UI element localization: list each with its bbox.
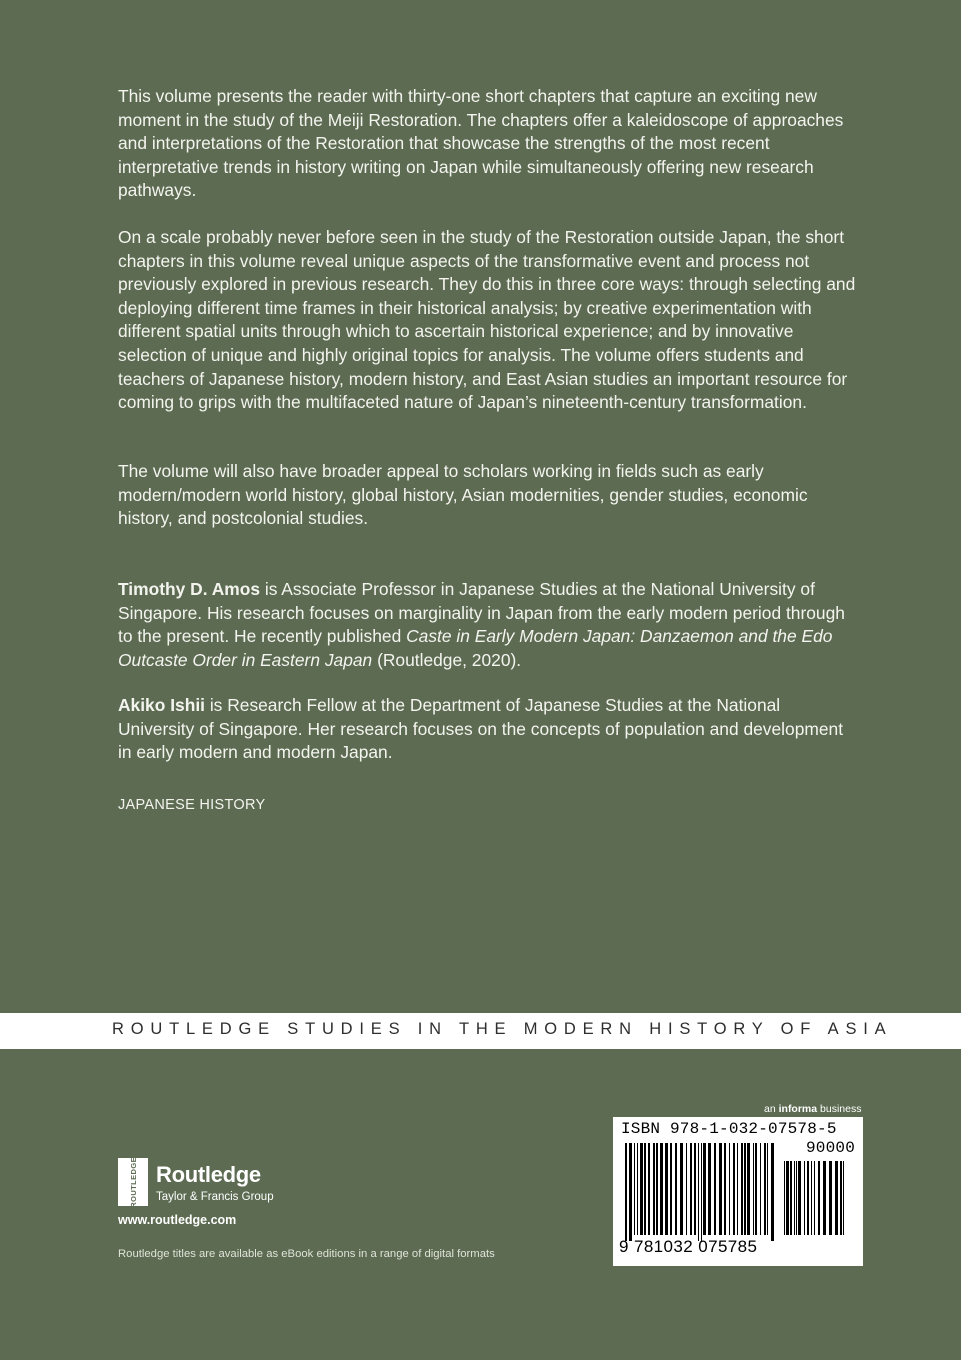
barcode-bar bbox=[741, 1143, 743, 1235]
publisher-name: Routledge bbox=[156, 1162, 261, 1187]
ean-barcode-bars bbox=[625, 1143, 781, 1241]
barcode-bar bbox=[737, 1143, 738, 1235]
barcode-bar bbox=[835, 1161, 838, 1235]
routledge-logo-icon bbox=[118, 1158, 148, 1206]
barcode-bar bbox=[811, 1161, 812, 1235]
barcode-bar bbox=[729, 1143, 730, 1235]
barcode-bar bbox=[843, 1161, 844, 1235]
barcode-bar bbox=[747, 1143, 750, 1235]
barcode-bar bbox=[703, 1143, 706, 1235]
publisher-website[interactable]: www.routledge.com bbox=[118, 1213, 237, 1227]
barcode-bar bbox=[701, 1143, 702, 1241]
informa-business-tag bbox=[764, 1103, 861, 1115]
barcode-bar bbox=[675, 1143, 677, 1235]
barcode-bar bbox=[640, 1143, 643, 1235]
informa-suffix: business bbox=[817, 1103, 862, 1115]
description-paragraph-2 bbox=[118, 226, 858, 415]
barcode-digits: 9 781032 075785 bbox=[619, 1237, 758, 1256]
description-text-2: On a scale probably never before seen in the study of the Restoration outside Japan, the short chapters in this volume reveal unique aspects of the transformative event and process not previously explored in previous research. They do this in three core ways: through selecting and deploying different time frames in their historical analysis; by creative experimentation with different spatial units through which to ascertain historical experience; and by innovative selection of unique and highly original topics for analysis. The volume offers students and teachers of Japanese history, modern history, and East Asian studies an important resource for coming to grips with the multifaceted nature of Japan’s nineteenth-century transformation. bbox=[118, 227, 856, 413]
informa-prefix: an bbox=[764, 1103, 779, 1115]
barcode-bar bbox=[698, 1143, 699, 1241]
barcode-bar bbox=[818, 1161, 820, 1235]
barcode-bar bbox=[807, 1161, 809, 1235]
barcode-bar bbox=[840, 1161, 842, 1235]
description-paragraph-3 bbox=[118, 460, 858, 531]
barcode-bar bbox=[760, 1143, 761, 1235]
barcode-bar bbox=[829, 1161, 832, 1235]
editor-bio-2 bbox=[118, 694, 858, 765]
barcode-bar bbox=[784, 1161, 785, 1235]
barcode-bar bbox=[680, 1143, 683, 1235]
barcode-bar bbox=[653, 1143, 655, 1235]
logo-mark-text: ROUTLEDGE bbox=[128, 1156, 138, 1208]
barcode-bar bbox=[714, 1143, 716, 1235]
addon-barcode-bars bbox=[784, 1161, 850, 1241]
barcode-bar bbox=[686, 1143, 687, 1235]
barcode-bar bbox=[796, 1161, 797, 1235]
barcode-bar bbox=[753, 1143, 754, 1235]
barcode-bar bbox=[634, 1143, 635, 1235]
barcode-bar bbox=[637, 1143, 638, 1235]
barcode-bar bbox=[644, 1143, 646, 1235]
publisher-group: Taylor & Francis Group bbox=[156, 1191, 274, 1203]
publisher-logo bbox=[118, 1158, 288, 1208]
editor-bio-1 bbox=[118, 578, 858, 672]
barcode-bar bbox=[719, 1143, 722, 1235]
barcode-bar bbox=[694, 1143, 696, 1235]
editor-name-2: Akiko Ishii bbox=[118, 695, 205, 715]
barcode-bar bbox=[744, 1143, 746, 1235]
editor-bio-1-part-1: is Associate Professor in Japanese Studies at the National University of Singapore. His research focuses on marginality in Japan from the early modern period through to the present. He recently published bbox=[118, 579, 845, 647]
barcode-bar bbox=[690, 1143, 692, 1235]
description-text-3: The volume will also have broader appeal to scholars working in fields such as early modern/modern world history, global history, Asian modernities, gender studies, economic history, and postcolonial studies. bbox=[118, 461, 808, 529]
barcode-bar bbox=[764, 1143, 766, 1235]
series-title: ROUTLEDGE STUDIES IN THE MODERN HISTORY OF ASIA bbox=[112, 1020, 893, 1038]
editor-bio-1-text bbox=[118, 578, 858, 672]
editor-bio-1-part-2: (Routledge, 2020). bbox=[372, 649, 522, 670]
barcode-bar bbox=[786, 1161, 789, 1235]
editor-bio-2-text bbox=[118, 694, 858, 765]
description-paragraph-1 bbox=[118, 85, 858, 203]
description-text-1: This volume presents the reader with thirty-one short chapters that capture an exciting new moment in the study of the Meiji Restoration. The chapters offer a kaleidoscope of approaches and interpretations of the Restoration that showcase the strengths of the most recent interpretative trends in history writing on Japan while simultaneously offering new research pathways. bbox=[118, 86, 844, 201]
informa-brand: informa bbox=[778, 1103, 818, 1115]
barcode-box bbox=[613, 1117, 863, 1266]
editor-book-title: Caste in Early Modern Japan: Danzaemon and the Edo Outcaste Order in Eastern Japan bbox=[118, 626, 833, 670]
editor-bio-2-body: is Research Fellow at the Department of Japanese Studies at the National University of Singapore. Her research focuses on the concepts of population and development in early modern and modern Japan. bbox=[118, 695, 844, 763]
barcode-bar bbox=[660, 1143, 663, 1235]
barcode-bar bbox=[767, 1143, 768, 1235]
barcode-bar bbox=[629, 1143, 632, 1241]
barcode-bar bbox=[656, 1143, 658, 1235]
subject-category: JAPANESE HISTORY bbox=[118, 797, 266, 813]
price-code: 90000 bbox=[805, 1139, 855, 1157]
barcode-bar bbox=[724, 1143, 726, 1235]
ebook-note: Routledge titles are available as eBook editions in a range of digital formats bbox=[118, 1248, 495, 1260]
barcode-bar bbox=[790, 1161, 792, 1235]
isbn-label: ISBN 978-1-032-07578-5 bbox=[621, 1120, 837, 1138]
barcode-bar bbox=[823, 1161, 826, 1235]
barcode-bar bbox=[798, 1161, 801, 1235]
barcode-bar bbox=[804, 1161, 805, 1235]
barcode-bar bbox=[794, 1161, 795, 1235]
barcode-bar bbox=[648, 1143, 650, 1235]
barcode-bar bbox=[771, 1143, 774, 1241]
barcode-bar bbox=[708, 1143, 711, 1235]
barcode-bar bbox=[733, 1143, 735, 1235]
barcode-bar bbox=[670, 1143, 672, 1235]
editor-name-1: Timothy D. Amos bbox=[118, 579, 261, 599]
barcode-bar bbox=[755, 1143, 757, 1235]
barcode-bar bbox=[814, 1161, 815, 1235]
barcode-bar bbox=[625, 1143, 627, 1241]
barcode-bar bbox=[665, 1143, 668, 1235]
